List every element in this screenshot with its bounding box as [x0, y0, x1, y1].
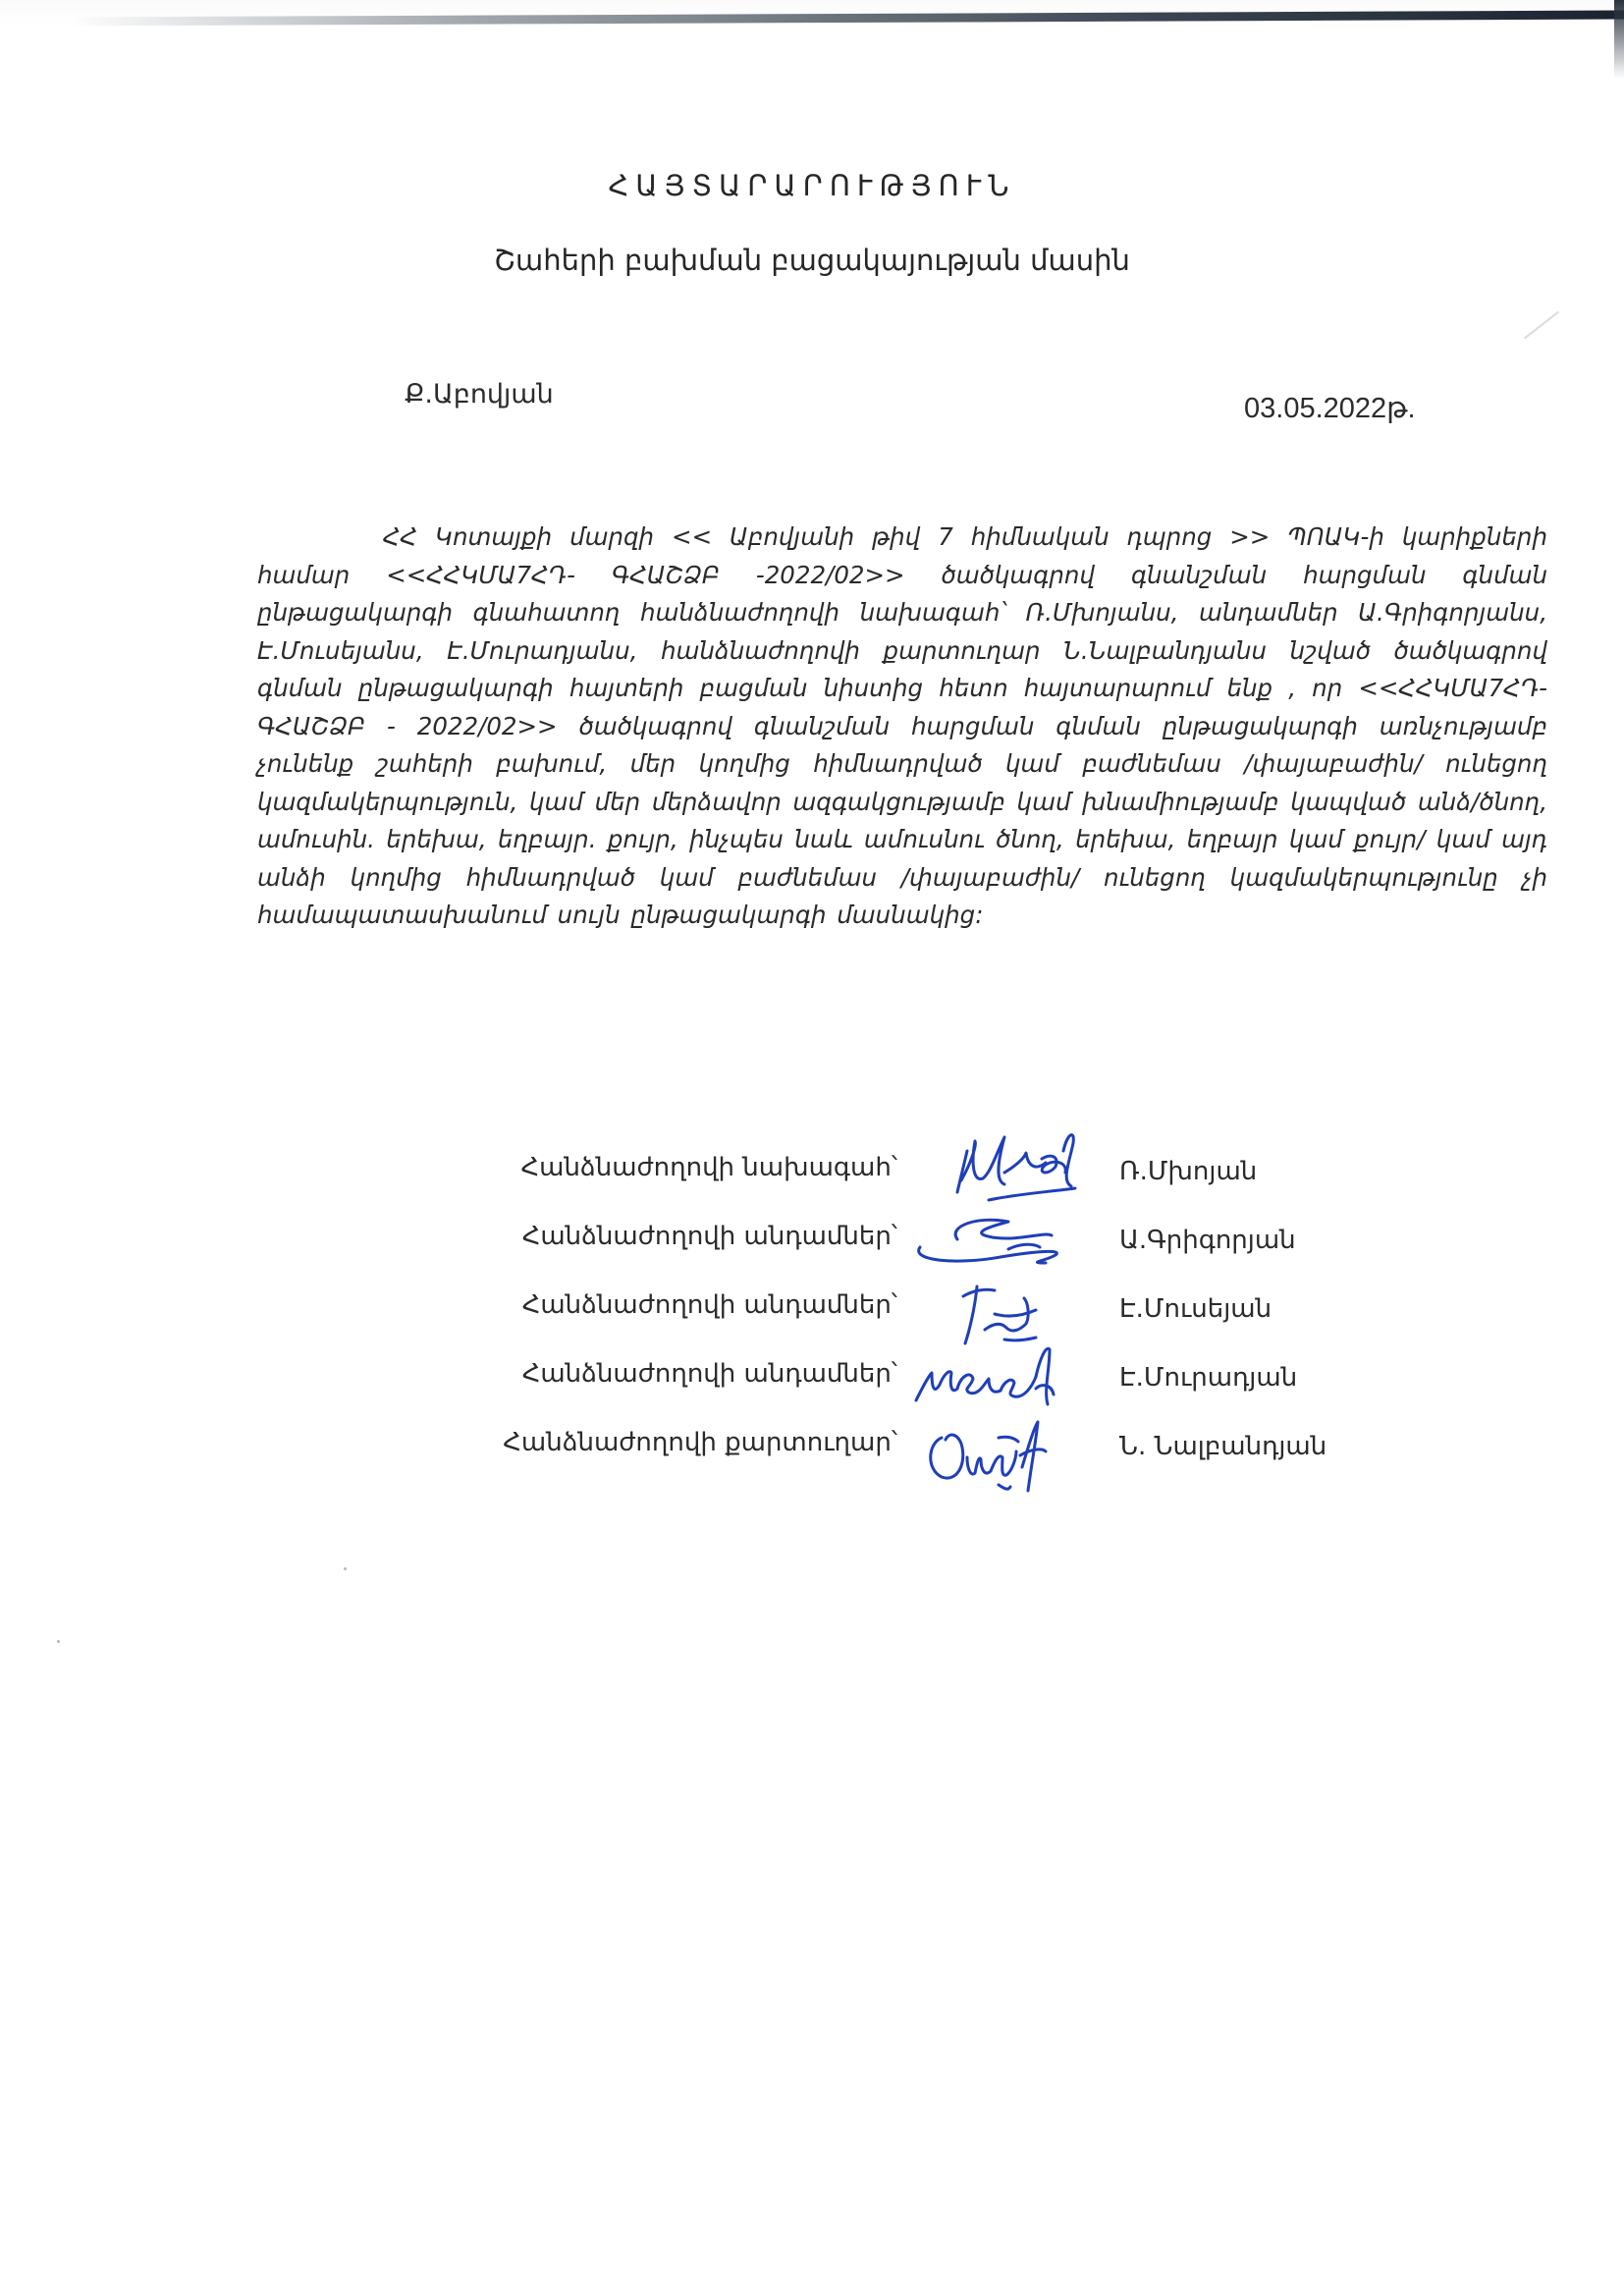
signature-role: Հանձնաժողովի քարտուղար՝ [503, 1428, 897, 1457]
signature-name: Է.Մուրադյան [1119, 1363, 1298, 1393]
scan-artifact-mark [1524, 311, 1559, 340]
document-place: Ք.Աբովյան [405, 379, 554, 410]
document-subtitle: Շահերի բախման բացակայության մասին [494, 244, 1130, 277]
signature-name: Ռ.Մխոյան [1119, 1157, 1258, 1186]
signature-row-chairman [0, 1141, 1624, 1200]
document-date: 03.05.2022թ. [1244, 393, 1416, 424]
document-title: ՀԱՅՏԱՐԱՐՈՒԹՅՈՒՆ [608, 169, 1016, 202]
signature-row-member-1 [0, 1210, 1624, 1269]
handwritten-signature-icon [898, 1398, 1105, 1506]
scan-speck [344, 1567, 347, 1570]
scan-corner-shadow [1614, 0, 1624, 79]
scan-speck [57, 1640, 60, 1643]
document-body: ՀՀ Կոտայքի մարզի << Աբովյանի թիվ 7 հիմնական դպրոց >> ՊՈԱԿ-ի կարիքների համար <<ՀՀԿՄԱ7ՀԴ- ԳՀԱՇՁԲ -2022/02>> ծածկագրով գնանշման հարցման գնման ընթացակարգի գնահատող հանձնաժողովի նախագահ՝ Ռ.Մխոյանս, անդամներ Ա.Գրիգորյանս, Է.Մուսեյանս, Է.Մուրադյանս, հանձնաժողովի քարտուղար Ն.Նալբանդյանս նշված ծածկագրով գնման ընթացակարգի հայտերի բացման նիստից հետո հայտարարում ենք , որ <<ՀՀԿՄԱ7ՀԴ- ԳՀԱՇՁԲ - 2022/02>> ծածկագրով գնանշման հարցման գնման ընթացակարգի առնչությամբ չունենք շահերի բախում, մեր կողմից հիմնադրված կամ բաժնեմաս /փայաբաժին/ ունեցող կազմակերպություն, կամ մեր մերձավոր ազգակցությամբ կամ խնամիությամբ կապված անձ/ծնող, ամուսին. երեխա, եղբայր. քույր, ինչպես նաև ամուսնու ծնող, երեխա, եղբայր կամ քույր/ կամ այդ անձի կողմից հիմնադրված կամ բաժնեմաս /փայաբաժին/ ունեցող կազմակերպությունը չի համապատասխանում սույն ընթացակարգի մասնակից: [257, 522, 1547, 929]
signature-role: Հանձնաժողովի անդամներ՝ [521, 1222, 897, 1251]
signature-row-secretary [0, 1416, 1624, 1475]
signature-name: Ա.Գրիգորյան [1119, 1226, 1296, 1255]
signature-row-member-2 [0, 1279, 1624, 1338]
signature-role: Հանձնաժողովի նախագահ՝ [520, 1153, 897, 1182]
signature-name: Է.Մուսեյան [1119, 1294, 1272, 1324]
signature-row-member-3 [0, 1347, 1624, 1406]
signature-role: Հանձնաժողովի անդամներ՝ [521, 1359, 897, 1389]
signature-name: Ն. Նալբանդյան [1119, 1432, 1327, 1461]
signature-role: Հանձնաժողովի անդամներ՝ [521, 1290, 897, 1320]
